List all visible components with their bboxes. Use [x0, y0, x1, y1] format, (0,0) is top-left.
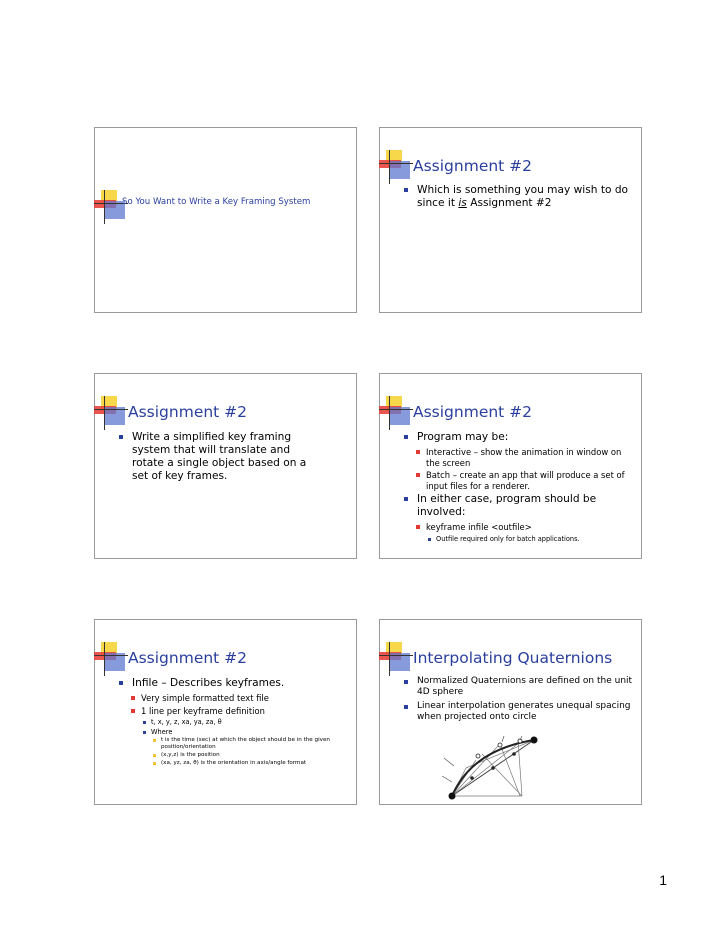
slide-title: Assignment #2 [413, 157, 533, 175]
level-4-bullet: t is the time (sec) at which the object should be in the given position/orientation [153, 737, 348, 751]
level-4-bullet: (xa, yz, za, θ) is the orientation in axis/angle format [153, 760, 348, 767]
bullet: In either case, program should be involved: [404, 493, 633, 519]
slide-decoration [379, 642, 413, 676]
sub-bullet: Batch – create an app that will produce a set of input files for a renderer. [416, 470, 633, 491]
bullet: Linear interpolation generates unequal spacing when projected onto circle [404, 701, 633, 723]
bullet: Write a simplified key framing system that will translate and rotate a single object based on a set of key frames. [119, 431, 316, 483]
sub-sub-bullet: Outfile required only for batch applications. [428, 535, 633, 544]
slide-decoration [94, 396, 128, 430]
slide-decoration [94, 190, 128, 224]
sub-sub-bullet: Where [143, 728, 348, 737]
slide-3 [94, 373, 357, 559]
slide-title: Assignment #2 [128, 403, 248, 421]
sub-bullet: keyframe infile <outfile> [416, 522, 633, 533]
quaternion-arc-diagram [442, 736, 558, 802]
sub-bullet: Very simple formatted text file [131, 693, 348, 704]
slide-title: Interpolating Quaternions [413, 649, 613, 667]
slide-6 [379, 619, 642, 805]
sub-sub-bullet: t, x, y, z, xa, ya, za, θ [143, 718, 348, 727]
slide-5 [94, 619, 357, 805]
page-number: 1 [659, 872, 667, 888]
bullet: Which is something you may wish to do since it is Assignment #2 [404, 184, 633, 210]
sub-bullet: Interactive – show the animation in window on the screen [416, 447, 633, 468]
sub-bullet: 1 line per keyframe definition [131, 706, 348, 717]
slide-title: Assignment #2 [413, 403, 533, 421]
slide-1 [94, 127, 357, 313]
level-4-bullet: (x,y,z) is the position [153, 752, 348, 759]
slide-decoration [379, 150, 413, 184]
slide-title: So You Want to Write a Key Framing System [122, 197, 311, 207]
slide-decoration [94, 642, 128, 676]
bullet: Program may be: [404, 431, 633, 444]
slide-4 [379, 373, 642, 559]
slide-title: Assignment #2 [128, 649, 248, 667]
bullet: Normalized Quaternions are defined on the unit 4D sphere [404, 676, 633, 698]
slide-decoration [379, 396, 413, 430]
slide-2 [379, 127, 642, 313]
bullet: Infile – Describes keyframes. [119, 677, 348, 690]
